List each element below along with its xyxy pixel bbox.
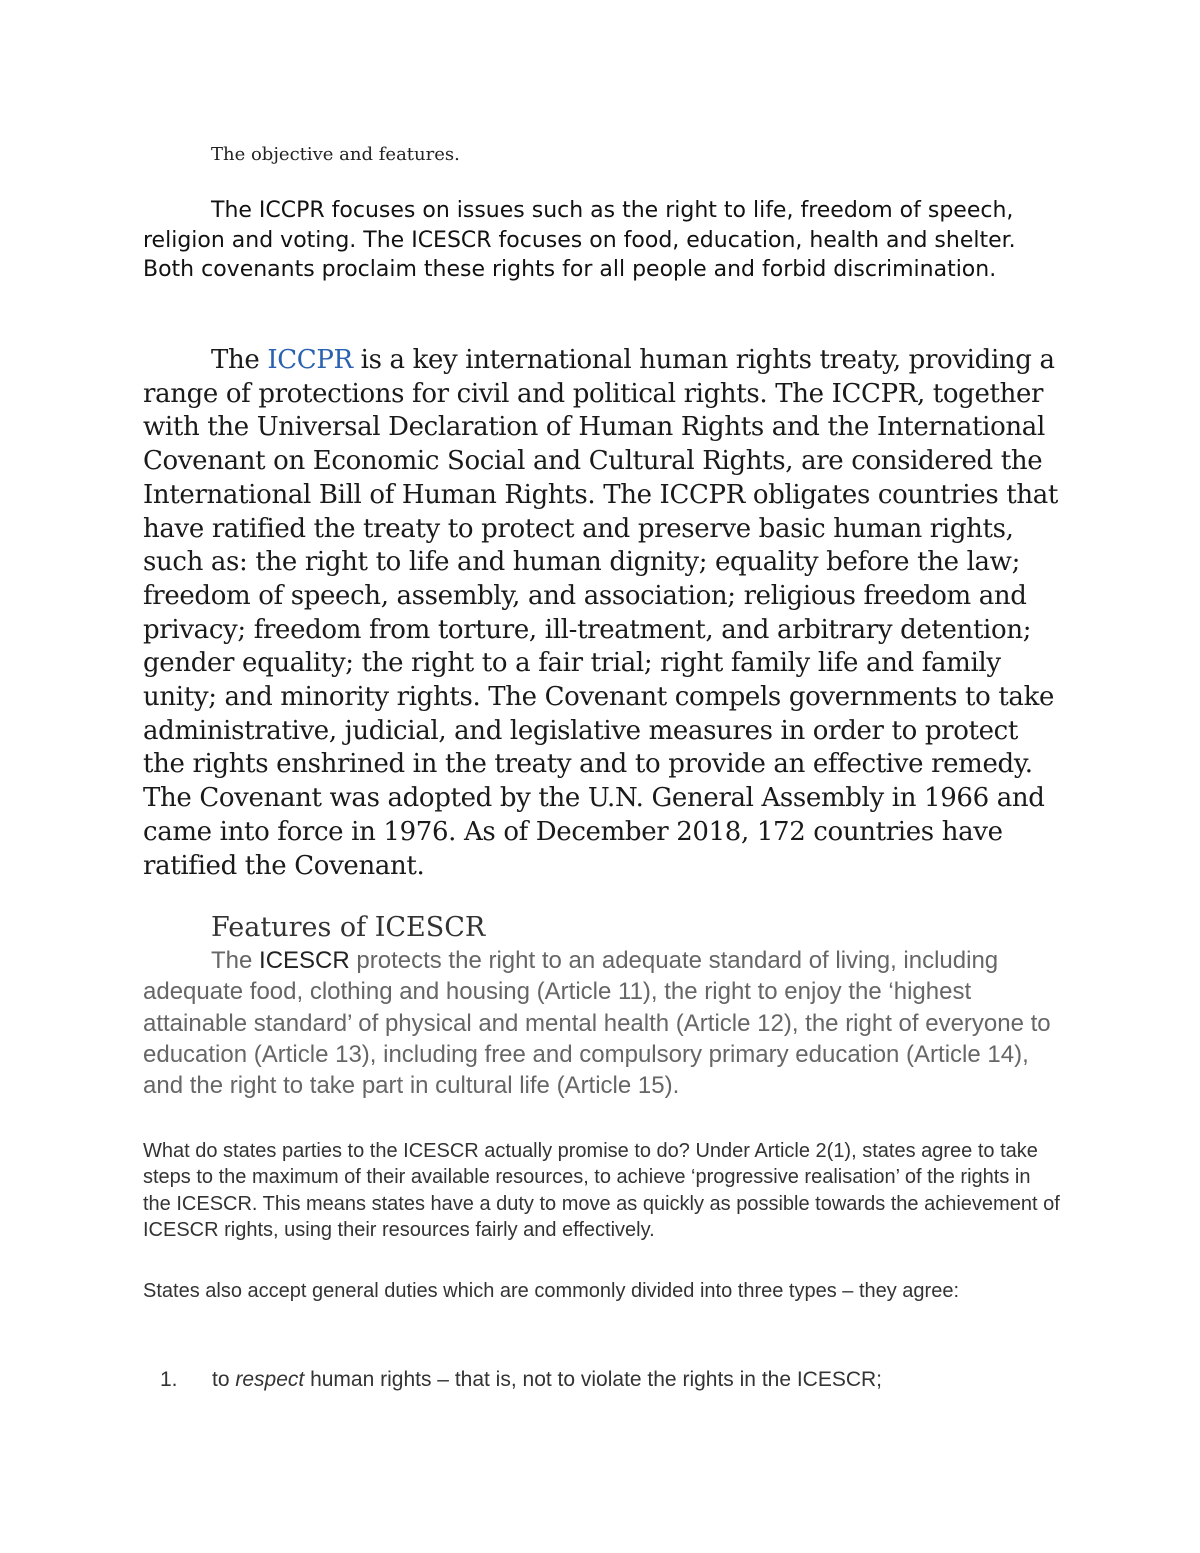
iccpr-paragraph	[143, 344, 1063, 883]
icescr-paragraph	[143, 945, 1063, 1101]
list-item-rest: human rights – that is, not to violate the rights in the ICESCR;	[304, 1368, 883, 1391]
list-item	[160, 1366, 1060, 1394]
icescr-lead: The	[211, 947, 260, 974]
icescr-term: ICESCR	[259, 947, 350, 974]
features-heading: Features of ICESCR	[211, 912, 486, 943]
icescr-body: protects the right to an adequate standard of living, including adequate food, clothing and housing (Article 11), the right to enjoy the ‘highest attainable standard’ of physical and mental health (Article 12), the right of everyone to education (Article 13), including free and compulsory primary education (Article 14), and the right to take part in cultural life (Article 15).	[143, 947, 1051, 1100]
list-item-number: 1.	[160, 1368, 178, 1391]
list-item-prefix: to	[212, 1368, 236, 1391]
promise-paragraph: What do states parties to the ICESCR actually promise to do? Under Article 2(1), states agree to take steps to the maximum of their available resources, to achieve ‘progressive realisation’ of the rights in the ICESCR. This means states have a duty to move as quickly as possible towards the achievement of ICESCR rights, using their resources fairly and effectively.	[143, 1140, 1060, 1241]
list-item-emphasis: respect	[235, 1368, 305, 1391]
duties-paragraph: States also accept general duties which are commonly divided into three types – they agree:	[143, 1280, 960, 1302]
section-title: The objective and features.	[211, 144, 460, 165]
iccpr-link[interactable]: ICCPR	[267, 345, 353, 375]
iccpr-lead: The	[211, 345, 268, 375]
iccpr-body: is a key international human rights treaty, providing a range of protections for civil and political rights. The ICCPR, together with the Universal Declaration of Human Rights and the International Covenant on Economic Social and Cultural Rights, are considered the International Bill of Human Rights. The ICCPR obligates countries that have ratified the treaty to protect and preserve basic human rights, such as: the right to life and human dignity; equality before the law; freedom of speech, assembly, and association; religious freedom and privacy; freedom from torture, ill-treatment, and arbitrary detention; gender equality; the right to a fair trial; right family life and family unity; and minority rights. The Covenant compels governments to take administrative, judicial, and legislative measures in order to protect the rights enshrined in the treaty and to provide an effective remedy. The Covenant was adopted by the U.N. General Assembly in 1966 and came into force in 1976. As of December 2018, 172 countries have ratified the Covenant.	[143, 345, 1058, 881]
intro-paragraph: The ICCPR focuses on issues such as the right to life, freedom of speech, religion and voting. The ICESCR focuses on food, education, health and shelter. Both covenants proclaim these rights for all people and forbid discrimination.	[143, 198, 1016, 282]
